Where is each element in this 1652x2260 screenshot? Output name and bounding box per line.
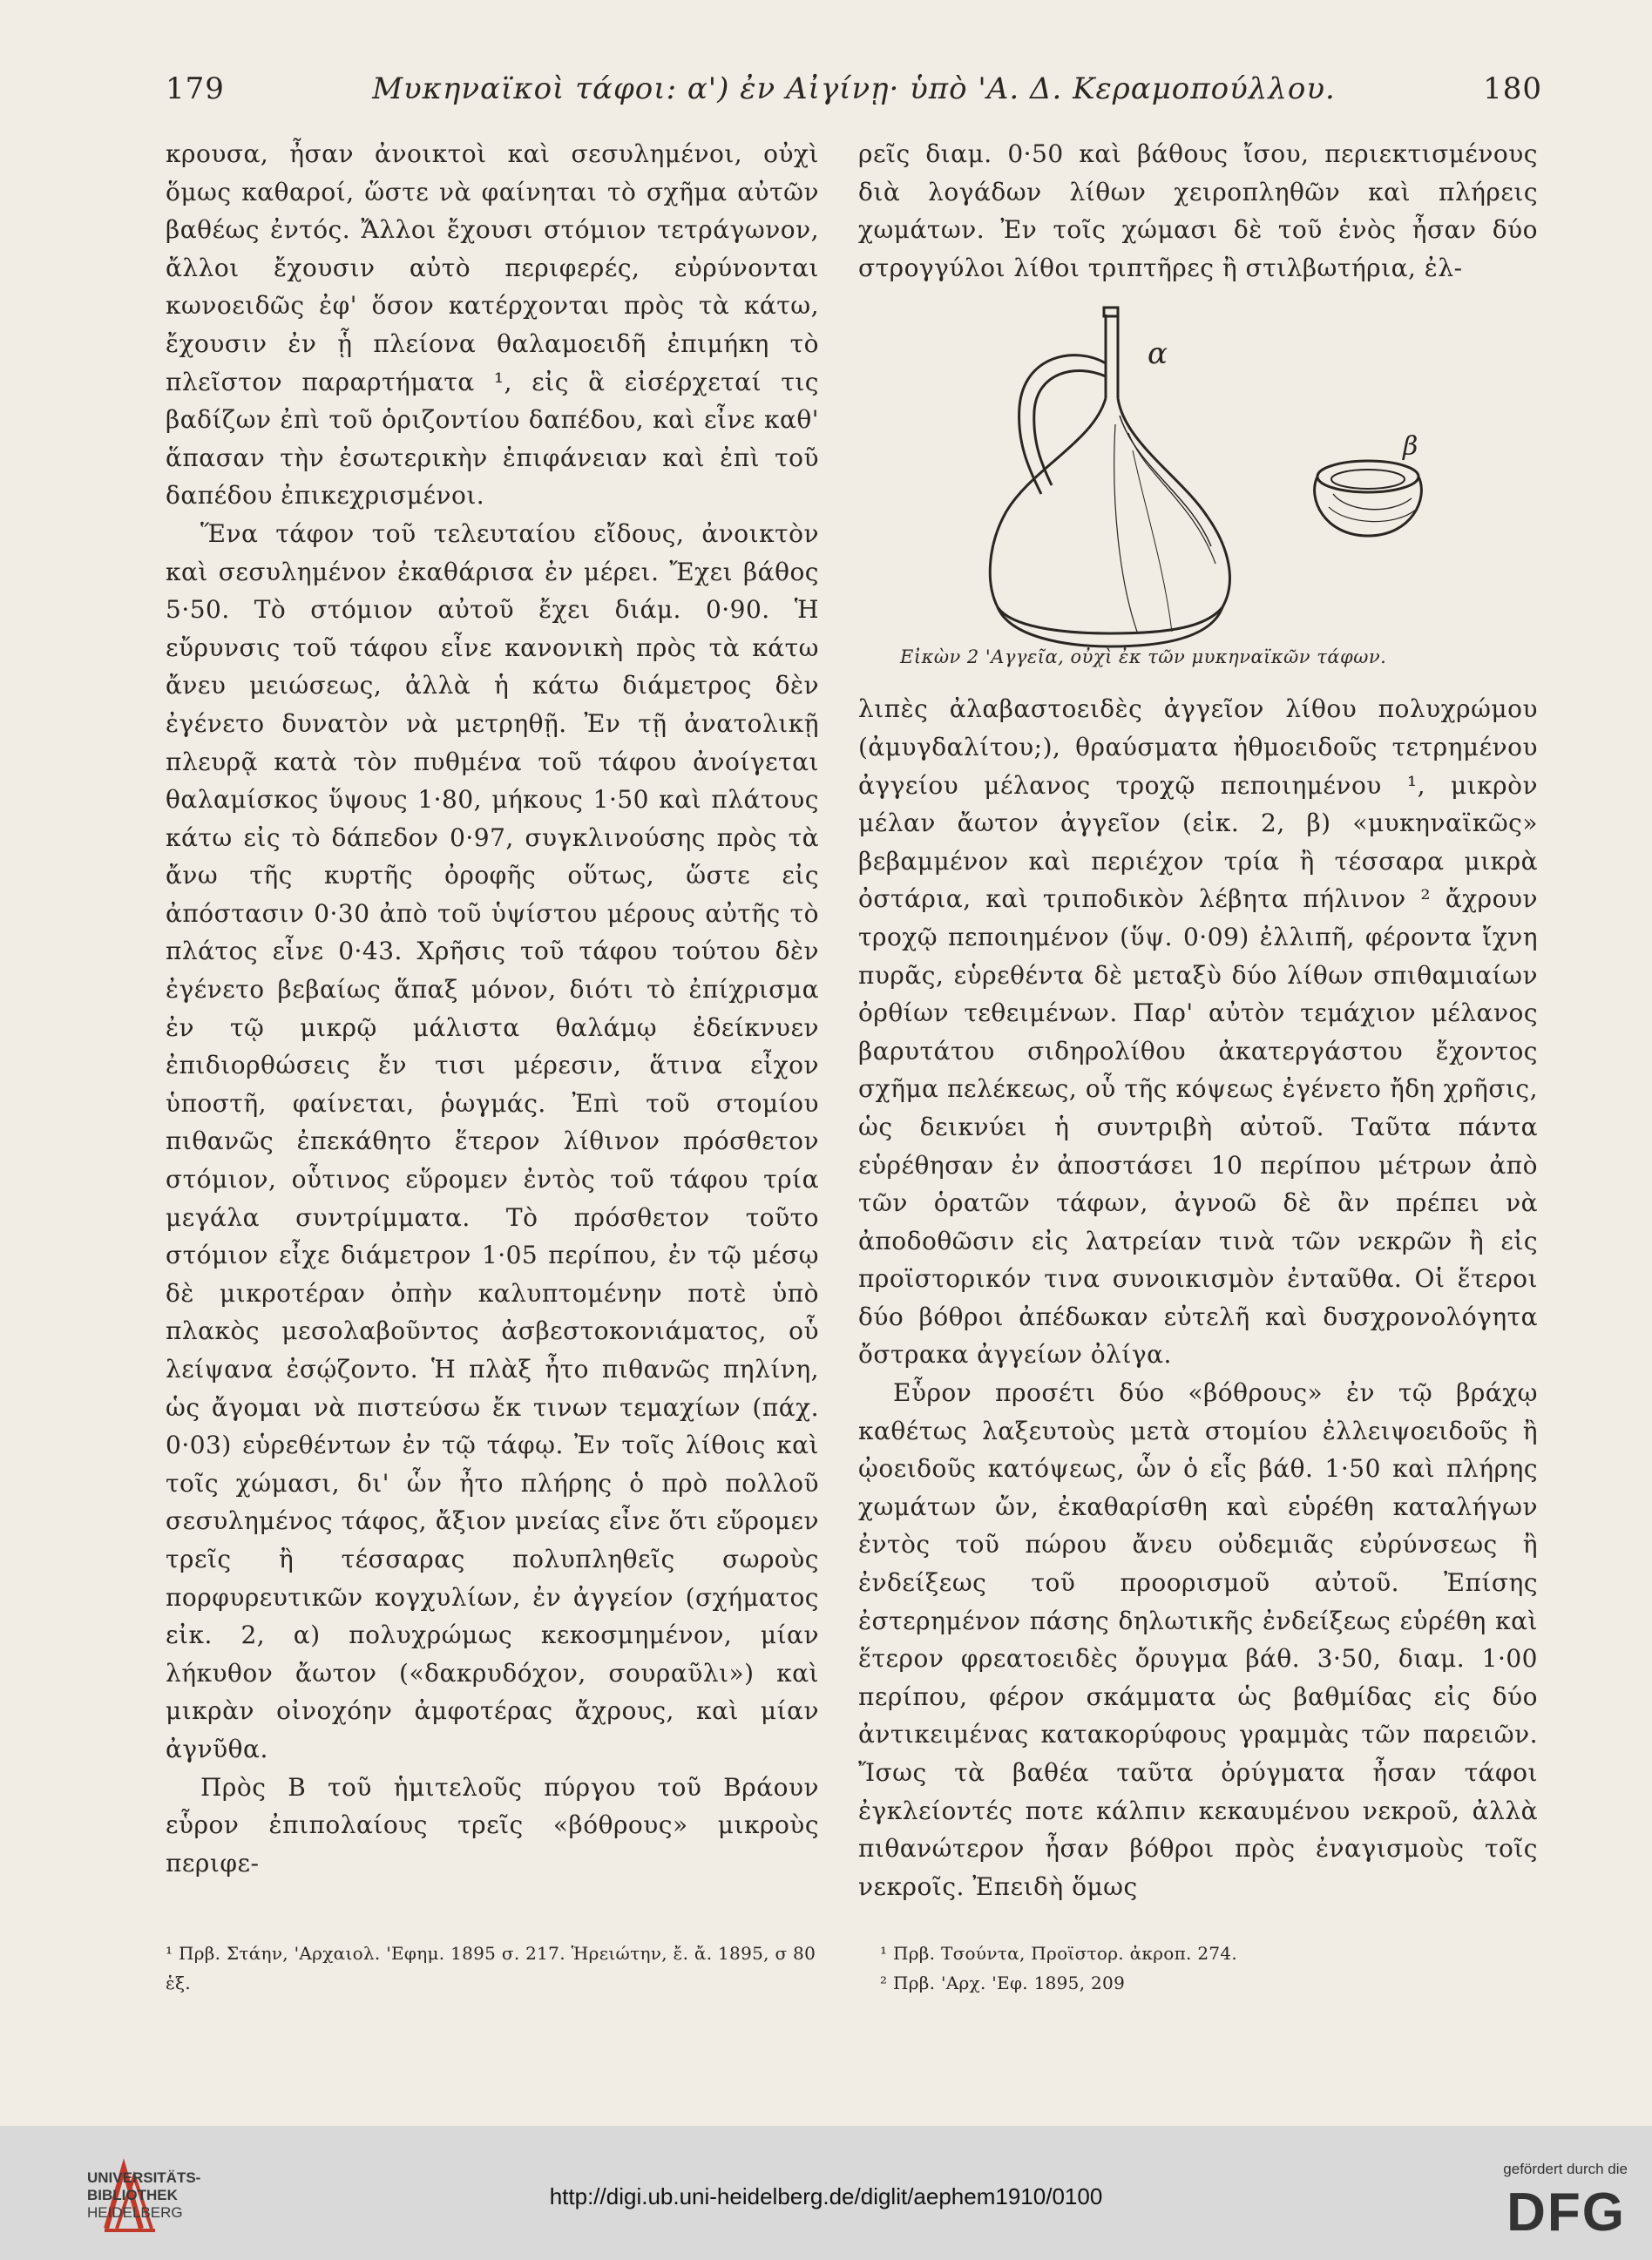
right-paragraph-2: λιπὲς ἀλαβαστοειδὲς ἀγγεῖον λίθου πολυχρώμου (ἀμυγδαλίτου;), θραύσματα ἠθμοειδοῦς τετρημένου ἀγγείου μέλανος τροχῷ πεποιημένου ¹, μικρὸν μέλαν ἄωτον ἀγγεῖον (εἰκ. 2, β) «μυκηναϊκῶς» βεβαμμένον καὶ περιέχον τρία ἢ τέσσαρα μικρὰ ὀστάρια, καὶ τριποδικὸν λέβητα πήλινον ² ἄχρουν τροχῷ πεποιημένον (ὕψ. 0·09) ἐλλιπῆ, φέροντα ἴχνη πυρᾶς, εὑρεθέντα δὲ μεταξὺ δύο λίθων σπιθαμιαίων ὀρθίων τεθειμένων. Παρ' αὐτὸν τεμάχιον μέλανος βαρυτάτου σιδηρολίθου ἀκατεργάστου ἔχοντος σχῆμα πελέκεως, οὗ τῆς κόψεως ἐγένετο ἤδη χρῆσις, ὡς δεικνύει ἡ συντριβὴ αὐτοῦ. Ταῦτα πάντα εὑρέθησαν ἐν ἀποστάσει 10 περίπου μέτρων ἀπὸ τῶν ὁρατῶν τάφων, ἀγνοῶ δὲ ἂν πρέπει νὰ ἀποδοθῶσιν εἰς λατρείαν τινὰ τῶν νεκρῶν ἢ εἰς προϊστορικόν τινα συνοικισμὸν ἐνταῦθα. Οἱ ἕτεροι δύο βόθροι ἀπέδωκαν εὐτελῆ καὶ δυσχρονολόγητα ὄστρακα ἀγγείων ὀλίγα. (858, 694, 1538, 1370)
figure-2 (858, 302, 1538, 681)
left-column (166, 135, 819, 1882)
right-paragraph-1: ρεῖς διαμ. 0·50 καὶ βάθους ἴσου, περιεκτισμένους διὰ λογάδων λίθων χειροπληθῶν καὶ πλήρεις χωμάτων. Ἐν τοῖς χώμασι δὲ τοῦ ἑνὸς ἦσαν δύο στρογγύλοι λίθοι τριπτῆρες ἢ στιλβωτήρια, ἐλ- (858, 139, 1538, 282)
digitization-footer (0, 2126, 1652, 2260)
running-title: Μυκηναϊκοὶ τάφοι: α') ἐν Αἰγίνῃ· ὑπὸ 'Α. Δ. Κεραμοπούλλου. (372, 71, 1336, 106)
page-number-right: 180 (1483, 71, 1542, 106)
right-paragraph-3: Εὗρον προσέτι δύο «βόθρους» ἐν τῷ βράχῳ καθέτως λαξευτοὺς μετὰ στομίου ἐλλειψοειδοῦς ἢ ᾠοειδοῦς κατόψεως, ὧν ὁ εἷς βάθ. 1·50 καὶ πλήρης χωμάτων ὤν, ἐκαθαρίσθη καὶ εὑρέθη καταλήγων ἐντὸς τοῦ πώρου ἄνευ οὐδεμιᾶς εὐρύνσεως ἢ ἐνδείξεως τοῦ προορισμοῦ αὐτοῦ. Ἐπίσης ἐστερημένον πάσης δηλωτικῆς ἐνδείξεως εὑρέθη καὶ ἕτερον φρεατοειδὲς ὄρυγμα βάθ. 3·50, διαμ. 1·00 περίπου, φέρον σκάμματα ὡς βαθμίδας εἰς δύο ἀντικειμένας κατακορύφους γραμμὰς τῶν παρειῶν. Ἴσως τὰ βαθέα ταῦτα ὀρύγματα ἦσαν τάφοι ἐγκλείοντές ποτε κάλπιν κεκαυμένου νεκροῦ, ἀλλὰ πιθανώτερον ἦσαν βόθροι πρὸς ἐναγισμοὺς τοῖς νεκροῖς. Ἐπειδὴ ὅμως (858, 1378, 1538, 1901)
left-footnotes (166, 1939, 819, 1998)
bowl-drawing (1315, 461, 1422, 536)
vessels-illustration (858, 302, 1538, 681)
figure-label-a: α (1148, 336, 1168, 372)
right-column (858, 135, 1538, 1905)
left-paragraph-2: Ἕνα τάφον τοῦ τελευταίου εἴδους, ἀνοικτὸν καὶ σεσυλημένον ἐκαθάρισα ἐν μέρει. Ἔχει βάθος 5·50. Τὸ στόμιον αὐτοῦ ἔχει διάμ. 0·90. Ἡ εὔρυνσις τοῦ τάφου εἶνε κανονικὴ πρὸς τὰ κάτω ἄνευ μειώσεως, ἀλλὰ ἡ κάτω διάμετρος δὲν ἐγένετο δυνατὸν νὰ μετρηθῇ. Ἐν τῇ ἀνατολικῇ πλευρᾷ κατὰ τὸν πυθμένα τοῦ τάφου ἀνοίγεται θαλαμίσκος ὕψους 1·80, μήκους 1·50 καὶ πλάτους κάτω εἰς τὸ δάπεδον 0·97, συγκλινούσης πρὸς τὰ ἄνω τῆς κυρτῆς ὀροφῆς οὕτως, ὥστε εἰς ἀπόστασιν 0·30 ἀπὸ τοῦ ὑψίστου μέρους αὐτῆς τὸ πλάτος εἶνε 0·43. Χρῆσις τοῦ τάφου τούτου δὲν ἐγένετο βεβαίως ἅπαξ μόνον, διότι τὸ ἐπίχρισμα ἐν τῷ μικρῷ μάλιστα θαλάμῳ ἐδείκνυεν ἐπιδιορθώσεις ἔν τισι μέρεσιν, ἅτινα εἶχον ὑποστῆ, φαίνεται, ῥωγμάς. Ἐπὶ τοῦ στομίου πιθανῶς ἐπεκάθητο ἕτερον λίθινον πρόσθετον στόμιον, οὗτινος εὕρομεν ἐντὸς τοῦ τάφου τρία μεγάλα συντρίμματα. Τὸ πρόσθετον τοῦτο στόμιον εἶχε διάμετρον 1·05 περίπου, ἐν τῷ μέσῳ δὲ μικροτέραν ὀπὴν καλυπτομένην ποτὲ ὑπὸ πλακὸς μεσολαβοῦντος ἀσβεστοκονιάματος, οὗ λείψανα ἐσῴζοντο. Ἡ πλὰξ ἦτο πιθανῶς πηλίνη, ὡς ἄγομαι νὰ πιστεύσω ἔκ τινων τεμαχίων (πάχ. 0·03) εὑρεθέντων ἐν τῷ τάφῳ. Ἐν τοῖς λίθοις καὶ τοῖς χώμασι, δι' ὧν ἦτο πλήρης ὁ πρὸ πολλοῦ σεσυλημένος τάφος, ἄξιον μνείας εἶνε ὅτι εὕρομεν τρεῖς ἢ τέσσαρας πολυπληθεῖς σωροὺς πορφυρευτικῶν κογχυλίων, ἐν ἀγγείον (σχήματος εἰκ. 2, α) πολυχρώμως κεκοσμημένον, μίαν λήκυθον ἄωτον («δακρυδόχον, σουραῦλι») καὶ μικρὰν οἰνοχόην ἀμφοτέρας ἄχρους, καὶ μίαν ἀγνῦθα. (166, 518, 819, 1763)
library-name-line-3: HEIDELBERG (87, 2204, 183, 2221)
right-footnote-2: ² Πρβ. 'Αρχ. 'Εφ. 1895, 209 (880, 1972, 1126, 1993)
left-paragraph-3: Πρὸς Β τοῦ ἡμιτελοῦς πύργου τοῦ Βράουν εὗρον ἐπιπολαίους τρεῖς «βόθρους» μικροὺς περιφε- (166, 1772, 819, 1878)
figure-label-b: β (1403, 431, 1418, 463)
right-footnote-1: ¹ Πρβ. Τσούντα, Προϊστορ. ἀκροπ. 274. (880, 1943, 1238, 1964)
library-name-line-2: BIBLIOTHEK (87, 2187, 178, 2203)
left-paragraph-1: κρουσα, ἦσαν ἀνοικτοὶ καὶ σεσυλημένοι, οὐχὶ ὅμως καθαροί, ὥστε νὰ φαίνηται τὸ σχῆμα αὐτῶν βαθέως ἐντός. Ἄλλοι ἔχουσι στόμιον τετράγωνον, ἄλλοι ἔχουσιν αὐτὸ περιφερές, εὐρύνονται κωνοειδῶς ἐφ' ὅσον κατέρχονται πρὸς τὰ κάτω, ἔχουσιν ἐν ᾗ πλείονα θαλαμοειδῆ ἐπιμήκη τὸ πλεῖστον παραρτήματα ¹, εἰς ἃ εἰσέρχεταί τις βαδίζων ἐπὶ τοῦ ὁριζοντίου δαπέδου, καὶ εἶνε καθ' ἅπασαν τὴν ἐσωτερικὴν ἐπιφάνειαν καὶ ἐπὶ τοῦ δαπέδου ἐπικεχρισμένοι. (166, 139, 819, 511)
funding-label: gefördert durch die (1503, 2161, 1628, 2177)
right-footnotes (880, 1939, 1542, 1998)
permalink-url[interactable]: http://digi.ub.uni-heidelberg.de/diglit/aephem1910/0100 (549, 2183, 1103, 2209)
jug-drawing (990, 308, 1229, 646)
figure-caption: Εἰκὼν 2 'Αγγεῖα, οὐχὶ ἐκ τῶν μυκηναϊκῶν τάφων. (900, 646, 1387, 667)
running-header (166, 71, 1542, 124)
library-name-line-1: UNIVERSITÄTS- (87, 2169, 201, 2186)
page-number-left: 179 (166, 71, 225, 106)
left-footnote-1: ¹ Πρβ. Στάην, 'Αρχαιολ. 'Εφημ. 1895 σ. 217. Ἡρειώτην, ἔ. ἄ. 1895, σ 80 ἑξ. (166, 1943, 816, 1993)
dfg-logo: DFG (1506, 2182, 1626, 2243)
